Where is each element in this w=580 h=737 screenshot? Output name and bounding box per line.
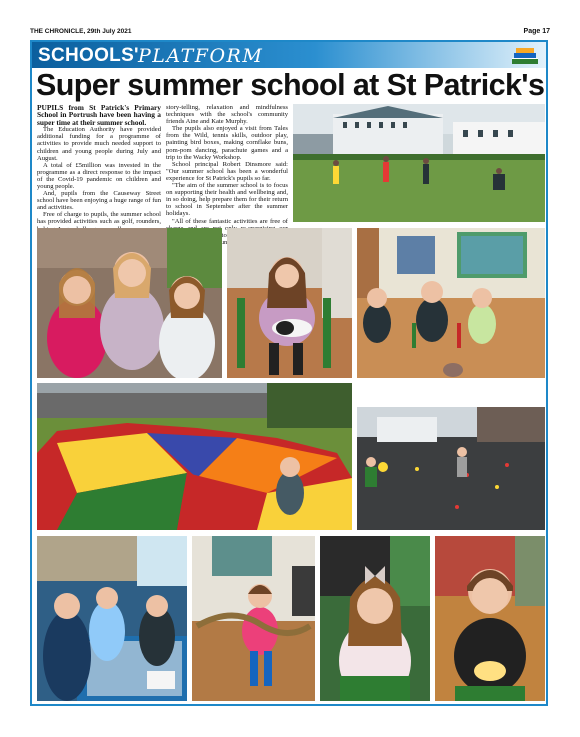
photo-boy-with-rabbit xyxy=(435,536,545,701)
photo-three-pupils xyxy=(37,228,222,378)
article-column-1 xyxy=(37,104,161,233)
photo-parachute-game xyxy=(37,383,352,530)
article-column-2 xyxy=(166,104,288,246)
banner-word-platform: PLATFORM xyxy=(138,45,264,67)
page-number: Page 17 xyxy=(523,28,550,35)
photo-hedgehog-visit xyxy=(357,228,545,378)
paragraph: "The aim of the summer school is to focus on supporting their health and wellbeing and, in so doing, help prepare them for their return to school in September after the summer holidays. xyxy=(166,182,288,218)
paragraph: story-telling, relaxation and mindfulness techniques with the school's community friends Aine and Kate Murphy. xyxy=(166,104,288,126)
photo-girl-with-bow xyxy=(320,536,430,701)
headline: Super summer school at St Patrick's xyxy=(36,68,545,102)
paragraph: A total of £5million was invested in the programme as a direct response to the impact of the Covid-19 pandemic on children and young people. xyxy=(37,161,161,190)
banner-word-schools: SCHOOLS' xyxy=(38,45,139,66)
publication-line: THE CHRONICLE, 29th July 2021 xyxy=(30,28,132,35)
paragraph: "All of these fantastic activities are free of to xyxy=(172,217,288,239)
paragraph: Free of charge to pupils, the summer school has provided activities such as golf, rounders, xyxy=(37,211,161,226)
photo-girl-with-ferret xyxy=(227,228,352,378)
photo-baking xyxy=(37,536,187,701)
page-masthead xyxy=(30,26,550,38)
section-banner xyxy=(32,42,546,68)
paragraph: School principal Robert Dinsmore said: "Our summer school has been a wonderful experience for St Patrick's pupils so far. xyxy=(166,160,288,182)
article-lead: PUPILS from St Patrick's Primary School in Portrush have been having a super time at their summer school. xyxy=(37,103,161,127)
photo-boy-with-snake xyxy=(192,536,315,701)
photo-tennis-skills xyxy=(357,407,545,530)
paragraph: And, pupils from the Causeway Street school have been enjoying a huge range of fun and activities. xyxy=(37,190,161,212)
photo-outdoor-play xyxy=(293,104,545,222)
paragraph: The Education Authority have provided additional funding for a programme of activities to provide much needed support to children and young people during July and August. xyxy=(37,126,161,162)
books-icon xyxy=(510,44,540,66)
paragraph: The pupils also enjoyed a visit from Tales from the Wild, tennis skills, outdoor play, painting bird boxes, making cornflake buns, pom-pom dancing, parachute games and a trip to the Wacky Workshop. xyxy=(166,125,288,161)
